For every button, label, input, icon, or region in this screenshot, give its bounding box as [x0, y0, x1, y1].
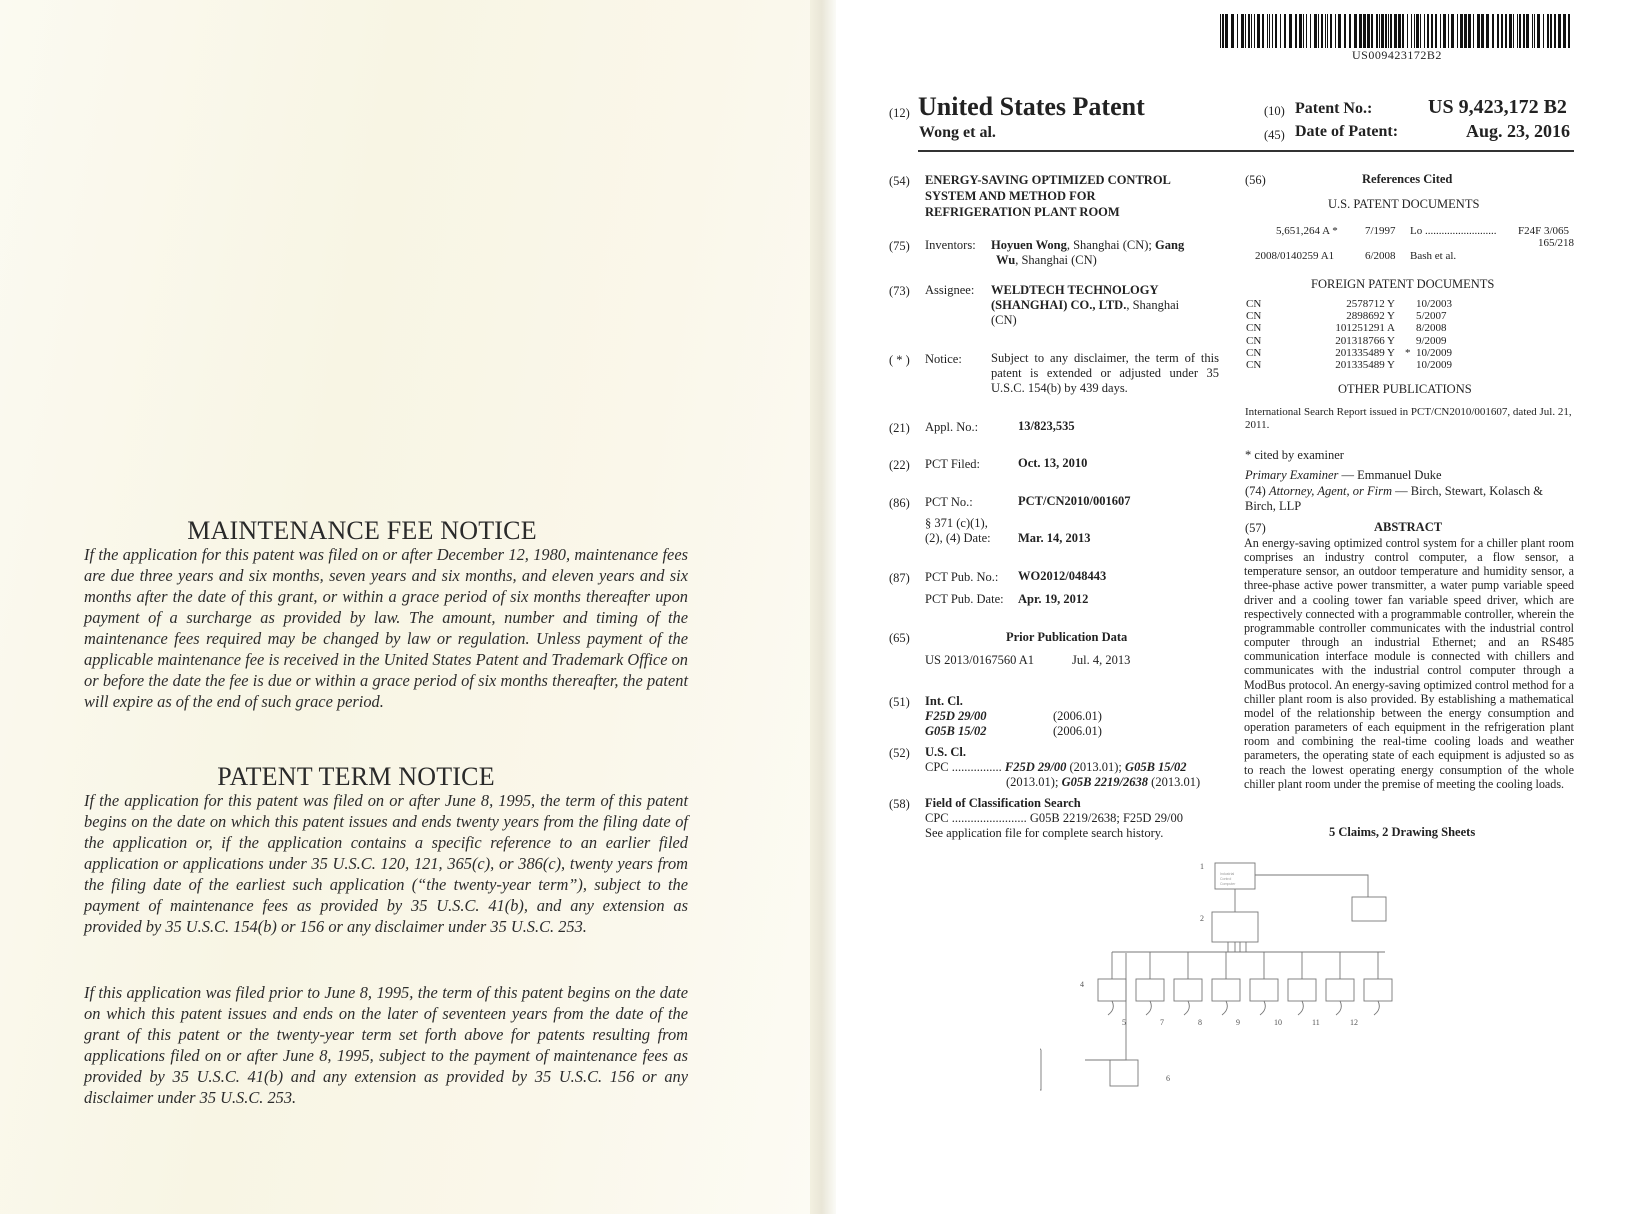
foreign-ref-country: CN [1246, 346, 1262, 359]
drawing-number-2: 2 [1200, 914, 1204, 923]
barcode-bar [1394, 14, 1397, 48]
foreign-docs-title: FOREIGN PATENT DOCUMENTS [1311, 277, 1495, 291]
barcode-bar [1486, 14, 1489, 48]
barcode-bar [1222, 14, 1224, 48]
other-pubs-title: OTHER PUBLICATIONS [1338, 382, 1472, 396]
appl-no-label: Appl. No.: [925, 420, 979, 434]
assignee-label: Assignee: [925, 283, 975, 297]
us-patent-docs-title: U.S. PATENT DOCUMENTS [1328, 197, 1480, 211]
code-57: (57) [1245, 521, 1266, 535]
barcode-bar [1414, 14, 1415, 48]
barcode-bar [1457, 14, 1458, 48]
foreign-ref-date: 8/2008 [1416, 322, 1447, 335]
us-ref-2-name: Bash et al. [1410, 250, 1457, 262]
barcode-bar [1280, 14, 1281, 48]
code-87: (87) [889, 571, 910, 585]
attorney: (74) Attorney, Agent, or Firm — Birch, Stewart, Kolasch & Birch, LLP [1245, 484, 1543, 513]
svg-text:Computer: Computer [1220, 882, 1236, 886]
barcode-bar [1237, 14, 1238, 48]
barcode-image [1220, 14, 1574, 48]
code-54: (54) [889, 174, 910, 188]
drawing-sensor-device [1040, 1045, 1041, 1090]
barcode-bar [1284, 14, 1286, 48]
drawing-number-11: 11 [1312, 1018, 1320, 1027]
pct-no-label: PCT No.: [925, 495, 973, 509]
barcode-bar [1321, 14, 1323, 48]
barcode-bar [1492, 14, 1494, 48]
representative-drawing [1040, 855, 1440, 1115]
barcode-bar [1509, 14, 1512, 48]
int-cl-class-1: F25D 29/00 [925, 709, 987, 723]
barcode-bar [1354, 14, 1357, 48]
code-65: (65) [889, 631, 910, 645]
us-ref-1-class2: 165/218 [1538, 237, 1575, 249]
patent-type-title: United States Patent [918, 92, 1145, 121]
int-cl-label: Int. Cl. [925, 694, 963, 708]
barcode-bar [1376, 14, 1378, 48]
barcode-bar [1344, 14, 1346, 48]
code-45: (45) [1264, 128, 1285, 142]
barcode-bar [1388, 14, 1389, 48]
us-ref-2-date: 6/2008 [1365, 250, 1396, 262]
pct-no-value: PCT/CN2010/001607 [1018, 494, 1131, 508]
barcode-bar [1248, 14, 1250, 48]
notice-text: Subject to any disclaimer, the term of this patent is extended or adjusted under 35 U.S.C. 154(b) by 439 days. [991, 351, 1219, 395]
us-ref-2-number: 2008/0140259 A1 [1255, 250, 1335, 262]
notice-page [0, 0, 818, 1214]
inventors-label: Inventors: [925, 238, 976, 252]
barcode-bar [1272, 14, 1273, 48]
code-75: (75) [889, 239, 910, 253]
barcode-bar [1225, 14, 1228, 48]
barcode-bar [1568, 14, 1570, 48]
barcode-bar [1379, 14, 1380, 48]
barcode-bar [1303, 14, 1304, 48]
int-cl-class-2: G05B 15/02 [925, 724, 987, 738]
barcode-bar [1231, 14, 1234, 48]
barcode-bar [1254, 14, 1255, 48]
drawing-number-1: 1 [1200, 862, 1204, 871]
drawing-number-12: 12 [1350, 1018, 1358, 1027]
pct-pub-date-value: Apr. 19, 2012 [1018, 592, 1089, 606]
primary-examiner: Primary Examiner — Emmanuel Duke [1245, 468, 1442, 482]
barcode-bar [1267, 14, 1268, 48]
drawing-bus-lines [1112, 942, 1385, 979]
date-label: Date of Patent: [1295, 123, 1399, 140]
section-371-date: Mar. 14, 2013 [1018, 531, 1091, 545]
patent-number: US 9,423,172 B2 [1428, 96, 1567, 118]
foreign-ref-country: CN [1246, 322, 1262, 335]
section-371-line1: § 371 (c)(1), [925, 516, 988, 530]
barcode-bar [1327, 14, 1328, 48]
assignee-line1: WELDTECH TECHNOLOGY [991, 283, 1159, 297]
barcode-bar [1411, 14, 1412, 48]
barcode-bar [1424, 14, 1425, 48]
header-rule [918, 150, 1574, 152]
us-cl-line1: CPC ................ F25D 29/00 (2013.01); G05B 15/02 [925, 760, 1187, 774]
drawing-box-equipment [1098, 979, 1126, 1001]
barcode-bar [1537, 14, 1540, 48]
inventor-name-2: Gang [1155, 238, 1185, 252]
barcode-bar [1398, 14, 1401, 48]
barcode-bar [1473, 14, 1474, 48]
code-12: (12) [889, 106, 910, 120]
code-22: (22) [889, 458, 910, 472]
barcode-bar [1440, 14, 1441, 48]
barcode-bar [1519, 14, 1521, 48]
barcode-bar [1371, 14, 1373, 48]
book-gutter [810, 0, 836, 1214]
invention-title-line2: SYSTEM AND METHOD FOR [925, 189, 1096, 203]
barcode-bar [1523, 14, 1525, 48]
barcode-bar [1534, 14, 1535, 48]
us-ref-1-class: F24F 3/065 [1518, 225, 1570, 237]
us-cl-line2: (2013.01); G05B 2219/2638 (2013.01) [1006, 775, 1201, 789]
barcode-bar [1547, 14, 1549, 48]
barcode-bar [1420, 14, 1421, 48]
foreign-ref-country: CN [1246, 310, 1262, 323]
foreign-ref-number: 201335489 Y [1335, 346, 1395, 359]
barcode-bar [1431, 14, 1433, 48]
prior-pub-title: Prior Publication Data [1006, 630, 1128, 644]
barcode-bar [1427, 14, 1429, 48]
barcode-bar [1245, 14, 1246, 48]
barcode-bar [1451, 14, 1454, 48]
foreign-ref-date: 9/2009 [1416, 334, 1447, 347]
barcode-bar [1381, 14, 1384, 48]
us-cl-label: U.S. Cl. [925, 745, 966, 759]
drawing-number-8: 8 [1198, 1018, 1202, 1027]
patent-no-label: Patent No.: [1295, 100, 1373, 117]
barcode-bar [1550, 14, 1552, 48]
barcode-bar [1257, 14, 1260, 48]
barcode-bar [1338, 14, 1341, 48]
barcode-bar [1407, 14, 1408, 48]
code-51: (51) [889, 695, 910, 709]
notice-label: Notice: [925, 352, 962, 366]
barcode-bar [1558, 14, 1561, 48]
maintenance-fee-title: MAINTENANCE FEE NOTICE [187, 516, 537, 545]
drawing-number-9: 9 [1236, 1018, 1240, 1027]
drawing-number-7: 7 [1160, 1018, 1164, 1027]
code-10: (10) [1264, 104, 1285, 118]
barcode-bar [1241, 14, 1244, 48]
maintenance-fee-text: If the application for this patent was filed on or after December 12, 1980, maintenance fees are due three years and six months, seven years and six months, and eleven years and six months after the date of this grant, or within a grace period of six months thereafter upon payment of a surcharge as provided by law. The amount, number and timing of the maintenance fees required may be changed by law or regulation. Unless payment of the applicable maintenance fee is received in the United States Patent and Trademark Office on or before the date the fee is due or within a grace period of six months thereafter, the patent will expire as of the end of such grace period. [84, 545, 688, 711]
barcode-bar [1532, 14, 1533, 48]
notice-code: ( * ) [889, 353, 910, 367]
barcode-bar [1310, 14, 1311, 48]
barcode-bar [1477, 14, 1480, 48]
abstract-title: ABSTRACT [1374, 520, 1443, 534]
barcode-bar [1468, 14, 1471, 48]
patent-term-text-2: If this application was filed prior to June 8, 1995, the term of this patent begins on the date on which this patent issues and ends on the later of seventeen years from the date of the grant of this patent or the twenty-year term set forth above for patents resulting from applications filed on or after June 8, 1995, subject to the payment of maintenance fees as provided by 35 U.S.C. 41(b) and any extension as provided by 35 U.S.C. 156 or any disclaimer under 35 U.S.C. 253. [84, 983, 688, 1107]
foreign-ref-country: CN [1246, 334, 1262, 347]
barcode-bar [1460, 14, 1463, 48]
patent-term-text-1: If the application for this patent was filed on or after June 8, 1995, the term of this patent begins on the date on which this patent issues and ends twenty years from the filing date of the application or, if the application contains a specific reference to an earlier filed application or applications under 35 U.S.C. 120, 121, 365(c), or 386(c), twenty years from the filing date of the earliest such application (“the twenty-year term”), subject to the payment of maintenance fees as provided by 35 U.S.C. 41(b), and any extension as provided by 35 U.S.C. 154(b) or 156 or any disclaimer under 35 U.S.C. 253. [84, 791, 688, 936]
inventor-short: Wong et al. [919, 124, 996, 141]
barcode-bar [1513, 14, 1514, 48]
pct-pub-date-label: PCT Pub. Date: [925, 592, 1004, 606]
appl-no-value: 13/823,535 [1018, 419, 1075, 433]
barcode-bar [1251, 14, 1252, 48]
barcode-bar [1367, 14, 1370, 48]
barcode-bar [1269, 14, 1270, 48]
drawing-box-rs485 [1352, 897, 1386, 921]
barcode-bar [1526, 14, 1529, 48]
barcode-bar [1517, 14, 1518, 48]
barcode-bar [1402, 14, 1404, 48]
foreign-ref-date: 10/2003 [1416, 298, 1453, 310]
foreign-ref-star: * [1405, 346, 1411, 359]
abstract-text: An energy-saving optimized control system for a chiller plant room comprises an industry control computer, a flow sensor, a temperature sensor, an outdoor temperature and humidity sensor, a three-phase active power transmitter, a water pump variable speed driver and a cooling tower fan variable speed driver, which are respectively connected with a programmable controller, wherein the programmable controller communicates with the industrial control computer through an industrial Ethernet; and an RS485 communication interface module is connected with chillers and communicates with the industrial control computer through a ModBus protocol. An energy-saving optimized control method for a chiller plant room is also provided. By establishing a mathematical model of the relationship between the energy consumption and operation parameters of each equipment in the refrigeration plant room and combining the real-time cooling loads and weather parameters, the operating state of each equipment is adjusted so as to reach the lowest operating energy consumption of the whole chiller plant room under the premise of meeting the cooling loads. [1244, 536, 1574, 791]
foreign-ref-number: 2578712 Y [1346, 298, 1395, 310]
barcode-bar [1464, 14, 1467, 48]
barcode-bar [1501, 14, 1503, 48]
references-title: References Cited [1362, 172, 1453, 186]
code-52: (52) [889, 746, 910, 760]
int-cl-date-1: (2006.01) [1053, 709, 1102, 723]
foreign-ref-date: 5/2007 [1416, 310, 1447, 323]
barcode-bar [1299, 14, 1302, 48]
us-ref-1-date: 7/1997 [1365, 225, 1396, 237]
pct-pub-no-value: WO2012/048443 [1018, 569, 1107, 583]
barcode-bar [1563, 14, 1566, 48]
barcode-bar [1330, 14, 1332, 48]
field-search-note: See application file for complete search history. [925, 826, 1164, 840]
barcode-bar [1505, 14, 1507, 48]
barcode-bar [1335, 14, 1336, 48]
foreign-ref-number: 201335489 Y [1335, 359, 1395, 371]
pct-pub-no-label: PCT Pub. No.: [925, 570, 999, 584]
barcode-bar [1554, 14, 1556, 48]
claims-summary: 5 Claims, 2 Drawing Sheets [1329, 825, 1476, 839]
barcode-bar [1295, 14, 1297, 48]
drawing-reference-numbers [1080, 862, 1358, 1083]
foreign-ref-number: 201318766 Y [1335, 334, 1395, 347]
drawing-number-10: 10 [1274, 1018, 1282, 1027]
code-21: (21) [889, 421, 910, 435]
barcode-bar [1349, 14, 1351, 48]
assignee-line3: (CN) [991, 313, 1017, 327]
barcode-bar [1543, 14, 1544, 48]
cited-by-examiner: * cited by examiner [1245, 448, 1344, 462]
patent-date: Aug. 23, 2016 [1466, 121, 1571, 141]
field-search-label: Field of Classification Search [925, 796, 1081, 810]
barcode-bar [1318, 14, 1319, 48]
svg-text:Control: Control [1220, 877, 1232, 881]
drawing-link-modbus [1255, 875, 1368, 897]
section-371-line2: (2), (4) Date: [925, 531, 991, 545]
drawing-number-6: 6 [1166, 1074, 1170, 1083]
us-ref-1-number: 5,651,264 A * [1276, 225, 1338, 237]
other-pub-text: International Search Report issued in PCT/CN2010/001607, dated Jul. 21, 2011. [1245, 406, 1572, 431]
pct-filed-label: PCT Filed: [925, 457, 980, 471]
us-ref-1-name: Lo .......................... [1410, 225, 1497, 237]
barcode-bar [1314, 14, 1317, 48]
invention-title-line1: ENERGY-SAVING OPTIMIZED CONTROL [925, 173, 1171, 187]
barcode-bar [1289, 14, 1292, 48]
barcode-bar [1359, 14, 1362, 48]
foreign-ref-number: 101251291 A [1335, 322, 1395, 335]
barcode-bar [1390, 14, 1392, 48]
prior-pub-date: Jul. 4, 2013 [1072, 653, 1131, 667]
drawing-number-4: 4 [1080, 980, 1084, 989]
drawing-box-plc [1212, 912, 1258, 942]
pct-filed-value: Oct. 13, 2010 [1018, 456, 1088, 470]
prior-pub-number: US 2013/0167560 A1 [925, 653, 1035, 667]
drawing-number-5: 5 [1122, 1018, 1126, 1027]
code-56: (56) [1245, 173, 1266, 187]
assignee-line2: (SHANGHAI) CO., LTD., Shanghai [991, 298, 1180, 312]
code-86: (86) [889, 496, 910, 510]
foreign-ref-date: 10/2009 [1416, 346, 1453, 359]
foreign-ref-date: 10/2009 [1416, 359, 1453, 371]
foreign-ref-country: CN [1246, 359, 1262, 371]
svg-text:Industrial: Industrial [1220, 872, 1235, 876]
barcode-number: US009423172B2 [1352, 48, 1442, 62]
barcode-bar [1306, 14, 1307, 48]
invention-title-line3: REFRIGERATION PLANT ROOM [925, 205, 1120, 219]
barcode-bar [1262, 14, 1264, 48]
barcode-bar [1435, 14, 1437, 48]
barcode-bar [1220, 14, 1221, 48]
drawing-box-outdoor-sensor [1110, 1060, 1138, 1086]
barcode-bar [1443, 14, 1446, 48]
inventor-name-1: Hoyuen Wong [991, 238, 1067, 252]
inventors-line1: Hoyuen Wong, Shanghai (CN); Gang [991, 238, 1185, 252]
foreign-ref-number: 2898692 Y [1346, 310, 1395, 323]
field-search-cpc: CPC ........................ G05B 2219/2638; F25D 29/00 [925, 811, 1184, 825]
foreign-ref-country: CN [1246, 298, 1262, 310]
barcode-bar [1363, 14, 1366, 48]
barcode-bar [1448, 14, 1449, 48]
barcode-bar [1385, 14, 1387, 48]
barcode-bar [1481, 14, 1484, 48]
barcode-bar [1275, 14, 1277, 48]
barcode-bar [1416, 14, 1419, 48]
inventors-line2: Wu, Shanghai (CN) [996, 253, 1097, 267]
barcode-bar [1325, 14, 1326, 48]
code-58: (58) [889, 797, 910, 811]
int-cl-date-2: (2006.01) [1053, 724, 1102, 738]
barcode-bar [1497, 14, 1499, 48]
code-73: (73) [889, 284, 910, 298]
patent-term-title: PATENT TERM NOTICE [217, 762, 495, 791]
